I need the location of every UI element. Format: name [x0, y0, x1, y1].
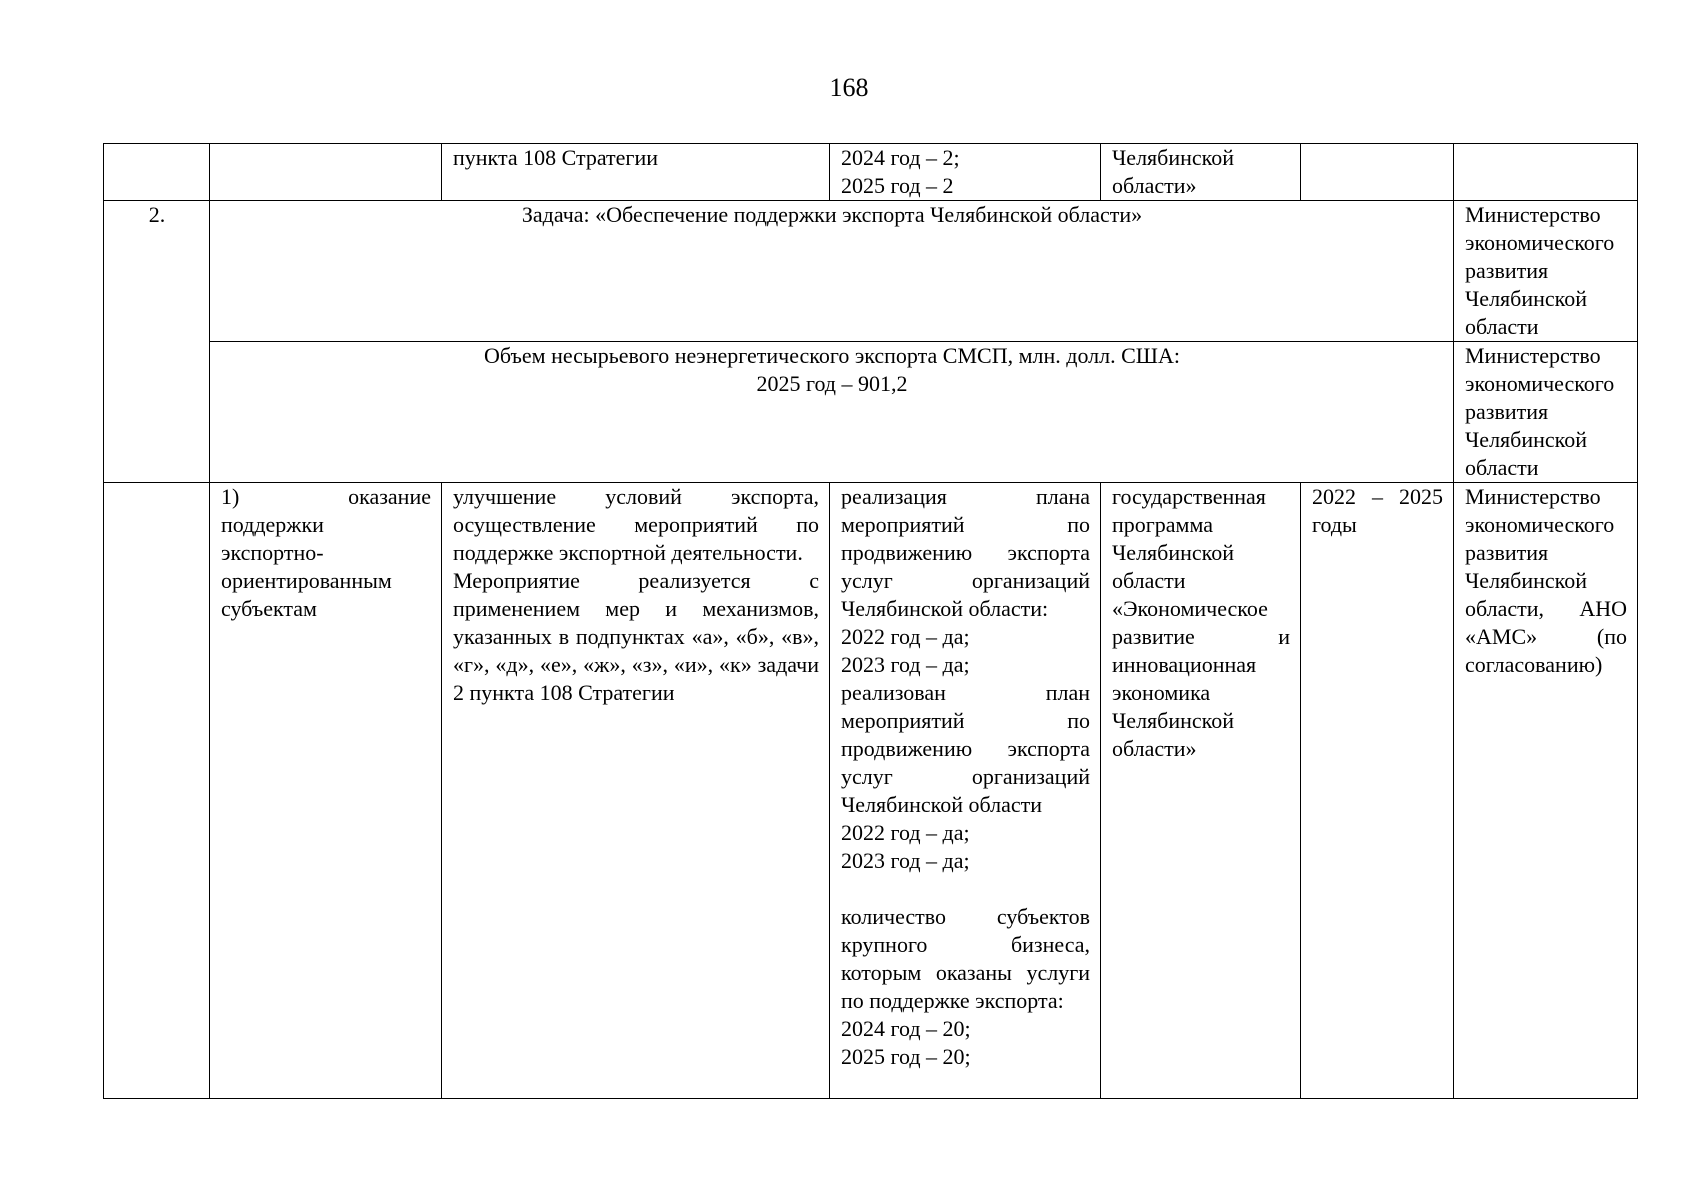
cell-result [830, 144, 1101, 201]
cell-number [104, 483, 210, 1099]
table-row-continuation [104, 144, 1638, 201]
cell-description: пункта 108 Стратегии [442, 144, 830, 201]
cell-task-text: Задача: «Обеспечение поддержки экспорта Челябинской области» [210, 201, 1454, 342]
cell-result [830, 483, 1101, 1099]
cell-task-number: 2. [104, 201, 210, 483]
result-value: 2025 год – 20; [841, 1044, 971, 1069]
indicator-title: Объем несырьевого неэнергетического экспорта СМСП, млн. долл. США: [483, 343, 1180, 368]
result-value: 2022 год – да; [841, 624, 970, 649]
result-value: 2024 год – 2; [841, 145, 960, 170]
strategy-table [103, 143, 1638, 1099]
spacer [841, 875, 1090, 903]
program-line: области» [1112, 173, 1197, 198]
result-text: реализация плана мероприятий по продвижению экспорта услуг организаций Челябинской области: [841, 484, 1090, 621]
cell-period: 2022 – 2025 годы [1301, 483, 1454, 1099]
cell-measure-name [210, 144, 442, 201]
indicator-value: 2025 год – 901,2 [756, 371, 908, 396]
result-text: реализован план мероприятий по продвижению экспорта услуг организаций Челябинской области [841, 680, 1090, 817]
table-row-task [104, 201, 1638, 342]
cell-measure-name: 1) оказание поддержки экспортно-ориентированным субъектам [210, 483, 442, 1099]
program-line: Челябинской [1112, 145, 1235, 170]
cell-period [1301, 144, 1454, 201]
result-value: 2023 год – да; [841, 652, 970, 677]
result-value: 2025 год – 2 [841, 173, 954, 198]
cell-description [442, 483, 830, 1099]
result-text: количество субъектов крупного бизнеса, которым оказаны услуги по поддержке экспорта: [841, 904, 1090, 1013]
description-text: улучшение условий экспорта, осуществление мероприятий по поддержке экспортной деятельности. [453, 484, 819, 565]
table-row-measure [104, 483, 1638, 1099]
result-value: 2024 год – 20; [841, 1016, 971, 1041]
description-text-2: Мероприятие реализуется с применением мер и механизмов, указанных в подпунктах «а», «б», «в», «г», «д», «е», «ж», «з», «и», «к» задачи 2 пункта 108 Стратегии [453, 568, 819, 705]
cell-indicator [210, 342, 1454, 483]
cell-program: государственная программа Челябинской области «Экономическое развитие и инновационная экономика Челябинской области» [1101, 483, 1301, 1099]
cell-number [104, 144, 210, 201]
cell-indicator-responsible: Министерство экономического развития Челябинской области [1454, 342, 1638, 483]
table-row-indicator [104, 342, 1638, 483]
cell-responsible: Министерство экономического развития Челябинской области, АНО «АМС» (по согласованию) [1454, 483, 1638, 1099]
result-value: 2023 год – да; [841, 848, 970, 873]
page-number: 168 [829, 73, 869, 102]
cell-program [1101, 144, 1301, 201]
cell-responsible [1454, 144, 1638, 201]
cell-task-responsible: Министерство экономического развития Челябинской области [1454, 201, 1638, 342]
result-value: 2022 год – да; [841, 820, 970, 845]
